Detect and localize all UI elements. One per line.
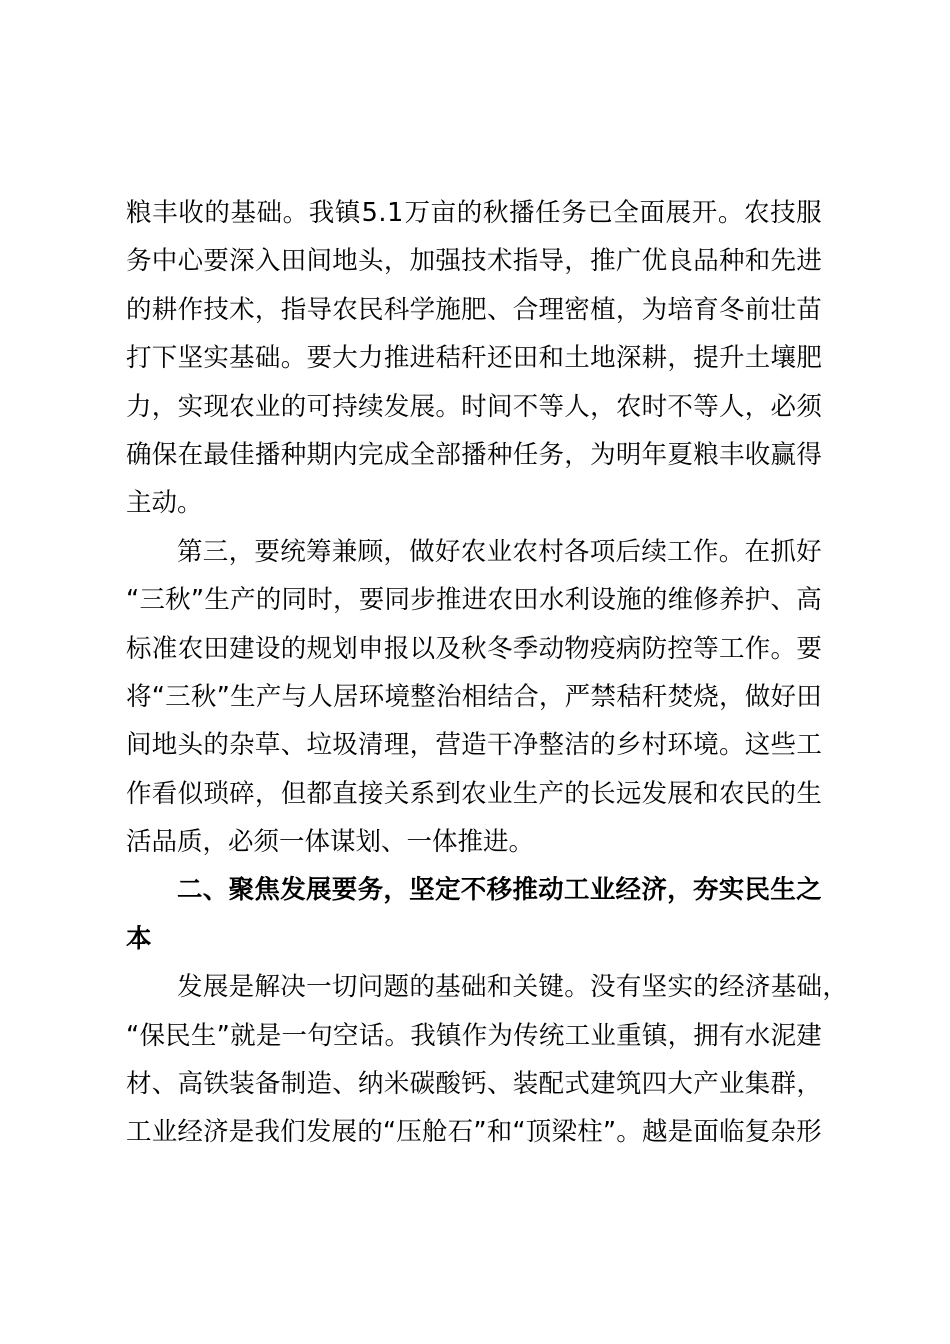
text-line: 工 业 经 济 是 我 们 发 展 的 “ 压 舱 石 ” 和 “ 顶 梁 柱 ” 。 越 是 面 临 复 杂 形 <box>126 1117 822 1148</box>
text-line: 材 、 高 铁 装 备 制 造 、 纳 米 碳 酸 钙 、 装 配 式 建 筑 四 大 产 业 集 群 ， <box>126 1069 822 1100</box>
text-line: 打 下 坚 实 基 础 。 要 大 力 推 进 秸 秆 还 田 和 土 地 深 耕 ， 提 升 土 壤 肥 <box>126 343 822 374</box>
text-line: 本 <box>126 923 152 954</box>
text-line: 标 准 农 田 建 设 的 规 划 申 报 以 及 秋 冬 季 动 物 疫 病 防 控 等 工 作 。 要 <box>126 633 822 664</box>
text-line: “ 保 民 生 ” 就 是 一 句 空 话 。 我 镇 作 为 传 统 工 业 重 镇 ， 拥 有 水 泥 建 <box>126 1020 822 1051</box>
text-line: 确 保 在 最 佳 播 种 期 内 完 成 全 部 播 种 任 务 ， 为 明 年 夏 粮 丰 收 赢 得 <box>126 439 822 470</box>
text-line: 务 中 心 要 深 入 田 间 地 头 ， 加 强 技 术 指 导 ， 推 广 优 良 品 种 和 先 进 <box>126 246 822 277</box>
text-line: 的 耕 作 技 术 ， 指 导 农 民 科 学 施 肥 、 合 理 密 植 ， 为 培 育 冬 前 壮 苗 <box>126 294 822 325</box>
text-line: “ 三 秋 ” 生 产 的 同 时 ， 要 同 步 推 进 农 田 水 利 设 施 的 维 修 养 护 、 高 <box>126 585 822 616</box>
text-line: 活品质，必须一体谋划、一体推进。 <box>126 827 535 858</box>
text-line: 粮 丰 收 的 基 础 。 我 镇 5 . 1 万 亩 的 秋 播 任 务 已 全 面 展 开 。 农 技 服 <box>126 198 822 228</box>
text-line: 第 三 ， 要 统 筹 兼 顾 ， 做 好 农 业 农 村 各 项 后 续 工 作 。 在 抓 好 <box>177 536 822 567</box>
text-line: 二 、 聚 焦 发 展 要 务 ， 坚 定 不 移 推 动 工 业 经 济 ， 夯 实 民 生 之 <box>177 875 822 906</box>
text-line: 发 展 是 解 决 一 切 问 题 的 基 础 和 关 键 。 没 有 坚 实 的 经 济 基 础 ， <box>177 972 848 1003</box>
text-line: 力 ， 实 现 农 业 的 可 持 续 发 展 。 时 间 不 等 人 ， 农 时 不 等 人 ， 必 须 <box>126 391 822 422</box>
text-line: 间 地 头 的 杂 草 、 垃 圾 清 理 ， 营 造 干 净 整 洁 的 乡 村 环 境 。 这 些 工 <box>126 730 822 761</box>
text-line: 主动。 <box>126 488 203 519</box>
text-line: 作 看 似 琐 碎 ， 但 都 直 接 关 系 到 农 业 生 产 的 长 远 发 展 和 农 民 的 生 <box>126 778 822 809</box>
text-line: 将 “ 三 秋 ” 生 产 与 人 居 环 境 整 治 相 结 合 ， 严 禁 秸 秆 焚 烧 ， 做 好 田 <box>126 681 822 712</box>
page-body <box>126 189 848 1157</box>
